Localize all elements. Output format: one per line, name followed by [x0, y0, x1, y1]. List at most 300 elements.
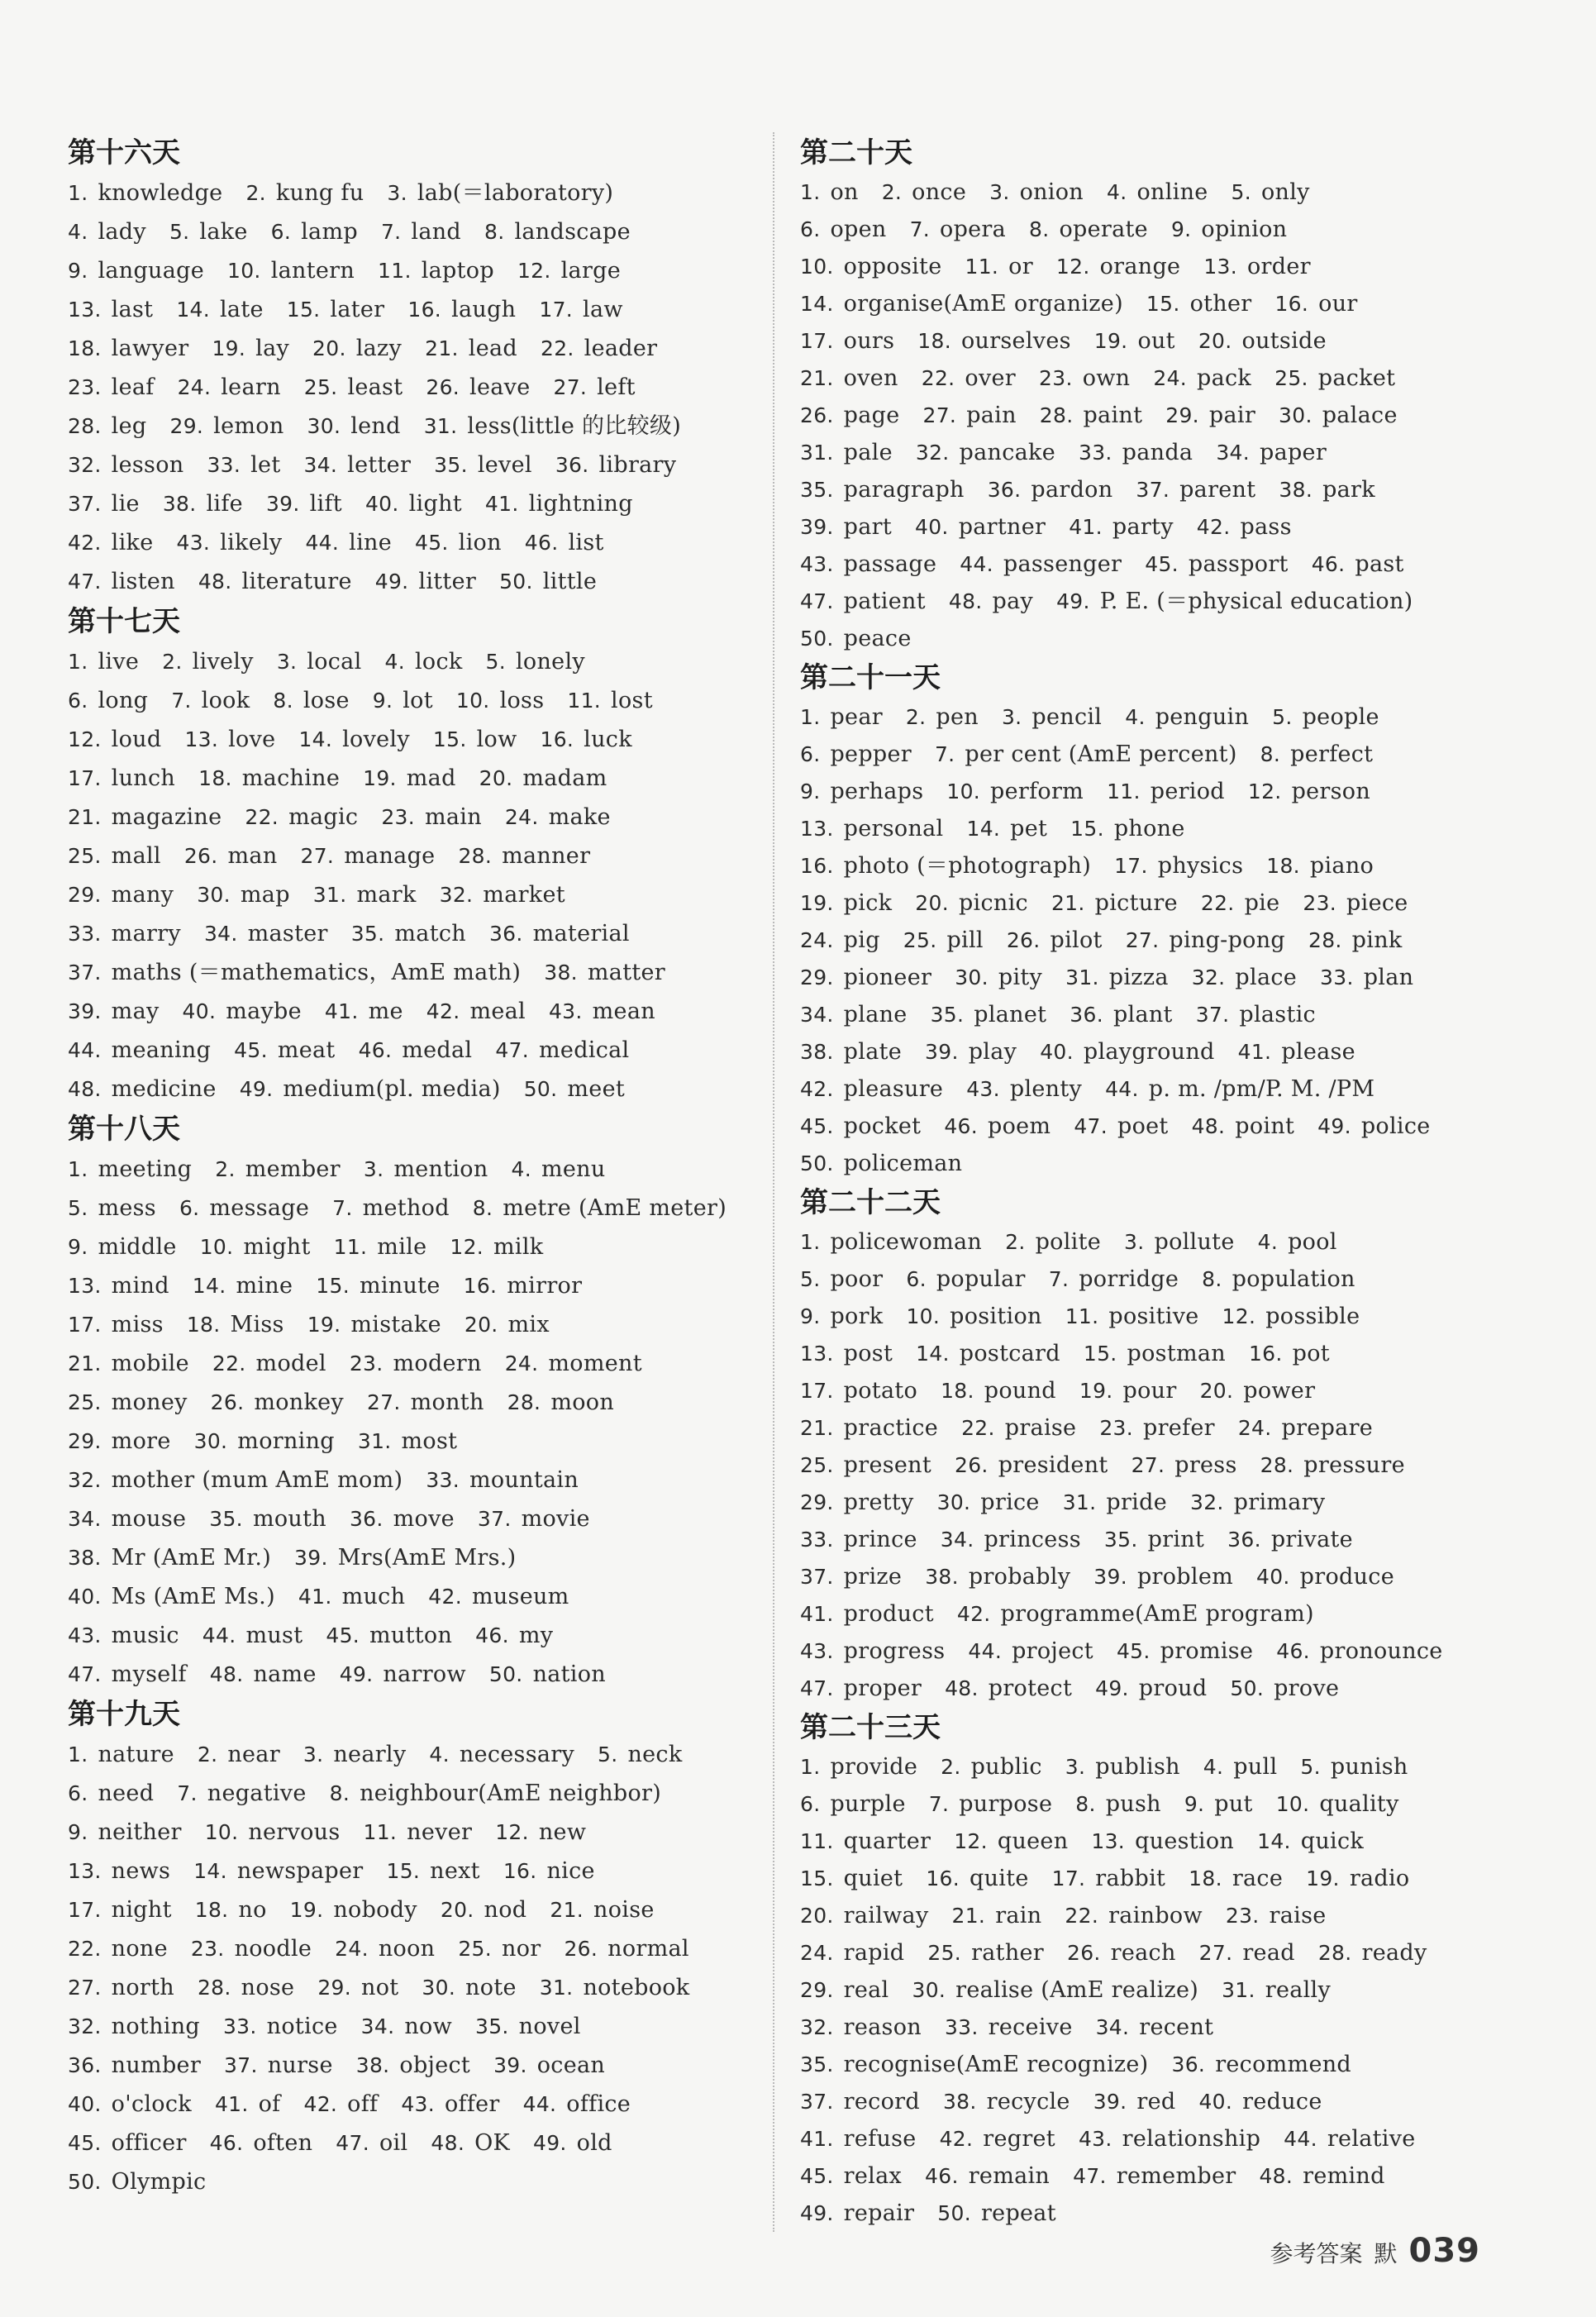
answer-word: mess	[98, 1195, 156, 1221]
answer-item	[1198, 2089, 1322, 2114]
answer-line	[800, 285, 1527, 322]
answer-word: lesson	[111, 452, 184, 478]
answer-item	[1084, 1341, 1226, 1366]
answer-number: 38.	[942, 2090, 977, 2114]
answer-number: 31.	[800, 441, 834, 465]
answer-word: person	[1291, 779, 1371, 804]
answer-word: most	[401, 1428, 458, 1454]
answer-word: mobile	[111, 1351, 189, 1376]
answer-number: 46.	[925, 2164, 959, 2188]
answer-item	[968, 1638, 1093, 1664]
answer-word: medal	[402, 1037, 473, 1063]
answer-number: 10.	[227, 259, 261, 283]
answer-word: look	[201, 688, 250, 713]
answer-word: refuse	[843, 2126, 917, 2152]
answer-item	[1312, 551, 1404, 577]
answer-word: our	[1318, 291, 1358, 317]
answer-item	[957, 1601, 1314, 1627]
answer-number: 3.	[303, 1743, 324, 1766]
answer-number: 48.	[945, 1676, 979, 1700]
answer-number: 50.	[68, 2170, 102, 2194]
answer-item	[68, 1273, 169, 1299]
answer-word: me	[368, 999, 403, 1024]
answer-word: move	[393, 1506, 455, 1532]
answer-word: mouth	[252, 1506, 326, 1532]
answer-word: postcard	[959, 1341, 1060, 1366]
answer-item	[68, 1156, 192, 1182]
answer-item	[1248, 779, 1370, 804]
answer-number: 1.	[68, 181, 88, 205]
answer-word: part	[843, 514, 893, 540]
answer-item	[364, 1819, 473, 1845]
answer-number: 14.	[916, 1342, 950, 1366]
answer-number: 26.	[564, 1937, 598, 1961]
answer-item	[1320, 965, 1413, 990]
answer-item	[495, 1037, 629, 1063]
answer-word: pleasure	[843, 1076, 944, 1102]
answer-number: 4.	[1107, 180, 1127, 204]
answer-line	[800, 322, 1527, 360]
answer-word: pronounce	[1319, 1638, 1443, 1664]
answer-word: map	[240, 882, 290, 908]
answer-number: 41.	[298, 1585, 332, 1609]
answer-item	[367, 1390, 484, 1415]
answer-word: relax	[843, 2163, 903, 2189]
answer-number: 32.	[800, 2015, 834, 2039]
answer-word: pay	[992, 589, 1034, 614]
answer-number: 5.	[1231, 180, 1251, 204]
answer-number: 35.	[800, 2052, 834, 2076]
answer-word: Ms (AmE Ms.)	[111, 1584, 275, 1609]
answer-item	[450, 1234, 543, 1260]
answer-item	[903, 927, 984, 953]
answer-item	[205, 1819, 341, 1845]
answer-word: piano	[1309, 853, 1374, 879]
answer-word: race	[1232, 1866, 1284, 1891]
answer-number: 25.	[903, 928, 937, 952]
answer-number: 16.	[1274, 292, 1309, 316]
answer-item	[800, 179, 859, 205]
answer-line	[68, 1852, 766, 1890]
answer-number: 42.	[68, 531, 102, 555]
answer-item	[187, 1312, 284, 1337]
answer-word: plenty	[1009, 1076, 1083, 1102]
answer-number: 26.	[210, 1390, 245, 1414]
answer-word: rainbow	[1108, 1903, 1203, 1928]
answer-item	[316, 1273, 440, 1299]
answer-word: regret	[983, 2126, 1055, 2152]
answer-word: quick	[1300, 1828, 1365, 1854]
section-title: 第二十三天	[800, 1711, 941, 1744]
answer-item	[1051, 890, 1178, 916]
answer-number: 11.	[800, 1829, 834, 1853]
page-footer	[1270, 2232, 1480, 2270]
answer-word: nervous	[248, 1819, 341, 1845]
answer-number: 2.	[197, 1743, 218, 1766]
answer-word: Miss	[230, 1312, 284, 1337]
answer-item	[433, 727, 517, 752]
answer-word: personal	[843, 816, 944, 841]
answer-line	[68, 1890, 766, 1929]
answer-line	[68, 681, 766, 720]
answer-number: 27.	[922, 403, 957, 427]
answer-item	[68, 1076, 217, 1102]
answer-word: mine	[236, 1273, 293, 1299]
answer-word: necessary	[459, 1742, 575, 1767]
answer-number: 24.	[504, 1352, 539, 1375]
answer-item	[1306, 1866, 1409, 1891]
answer-item	[68, 727, 161, 752]
answer-word: picture	[1094, 890, 1178, 916]
answer-item	[1276, 1791, 1399, 1817]
section-title: 第十六天	[68, 136, 180, 169]
answer-word: pancake	[959, 440, 1055, 465]
answer-number: 33.	[207, 453, 241, 477]
answer-item	[1200, 1378, 1316, 1404]
answer-number: 37.	[1195, 1003, 1230, 1027]
answer-number: 32.	[1191, 965, 1226, 989]
answer-word: level	[477, 452, 532, 478]
answer-item	[303, 2091, 378, 2117]
answer-number: 28.	[1260, 1453, 1294, 1477]
answer-word: over	[965, 365, 1017, 391]
answer-number: 16.	[407, 298, 442, 322]
answer-number: 34.	[940, 1528, 974, 1552]
answer-item	[426, 999, 526, 1024]
answer-item	[179, 1195, 309, 1221]
answer-item	[541, 727, 632, 752]
answer-word: mall	[111, 843, 161, 869]
answer-number: 45.	[1116, 1639, 1151, 1663]
answer-item	[307, 1312, 441, 1337]
answer-number: 29.	[1165, 403, 1199, 427]
answer-number: 32.	[439, 883, 474, 907]
answer-word: no	[238, 1897, 267, 1923]
answer-item	[68, 960, 521, 985]
answer-item	[966, 1076, 1082, 1102]
answer-word: officer	[111, 2130, 187, 2156]
answer-item	[1190, 1490, 1325, 1515]
answer-word: note	[465, 1975, 517, 2000]
answer-word: new	[538, 1819, 587, 1845]
answer-number: 21.	[1051, 891, 1085, 915]
answer-word: medical	[539, 1037, 630, 1063]
answer-number: 37.	[68, 961, 102, 984]
answer-item	[1079, 2126, 1260, 2152]
answer-word: marry	[111, 921, 181, 946]
answer-word: pet	[1010, 816, 1048, 841]
answer-word: real	[843, 1977, 889, 2003]
answer-number: 11.	[378, 259, 412, 283]
answer-number: 10.	[946, 779, 981, 803]
answer-word: member	[245, 1156, 341, 1182]
answer-word: provide	[830, 1754, 918, 1780]
answer-number: 34.	[303, 453, 338, 477]
answer-number: 6.	[179, 1196, 200, 1220]
answer-number: 35.	[434, 453, 468, 477]
answer-word: plate	[843, 1039, 903, 1065]
answer-word: language	[98, 258, 205, 284]
answer-number: 3.	[387, 181, 407, 205]
answer-line	[800, 1897, 1527, 1934]
answer-word: nobody	[333, 1897, 417, 1923]
answer-number: 14.	[193, 1859, 227, 1883]
answer-number: 7.	[332, 1196, 353, 1220]
answer-word: madam	[522, 765, 607, 791]
answer-number: 28.	[1039, 403, 1074, 427]
answer-word: reason	[843, 2014, 922, 2040]
answer-item	[381, 804, 482, 830]
answer-number: 44.	[522, 2092, 557, 2116]
answer-number: 15.	[800, 1866, 834, 1890]
answer-word: recent	[1139, 2014, 1214, 2040]
answer-item	[68, 2052, 201, 2078]
answer-item	[800, 589, 926, 614]
answer-word: opinion	[1201, 217, 1288, 242]
answer-number: 5.	[485, 650, 506, 674]
answer-line	[68, 720, 766, 759]
answer-item	[937, 1490, 1040, 1515]
answer-word: plant	[1112, 1002, 1173, 1027]
answer-number: 10.	[204, 1820, 239, 1844]
answer-word: phone	[1113, 816, 1185, 841]
answer-item	[266, 491, 342, 517]
answer-number: 40.	[182, 999, 217, 1023]
answer-word: ours	[843, 328, 895, 354]
answer-item	[1124, 1229, 1235, 1255]
answer-item	[1096, 2014, 1214, 2040]
answer-number: 50.	[523, 1077, 558, 1101]
answer-word: pork	[830, 1304, 884, 1329]
answer-line	[68, 484, 766, 523]
answer-number: 24.	[504, 805, 539, 829]
answer-word: recycle	[986, 2089, 1070, 2114]
answer-number: 40.	[1198, 2090, 1233, 2114]
answer-word: lead	[468, 336, 517, 361]
section-title: 第二十二天	[800, 1186, 941, 1219]
answer-item	[1256, 1564, 1394, 1590]
answer-word: palace	[1322, 403, 1398, 428]
answer-number: 47.	[495, 1038, 530, 1062]
answer-word: Mr (AmE Mr.)	[111, 1545, 272, 1571]
answer-word: lady	[98, 219, 146, 245]
answer-number: 46.	[944, 1114, 978, 1138]
answer-word: patient	[843, 589, 926, 614]
answer-item	[211, 1390, 344, 1415]
answer-number: 6.	[800, 217, 821, 241]
answer-number: 50.	[800, 627, 834, 651]
answer-number: 12.	[954, 1829, 988, 1853]
answer-number: 24.	[335, 1937, 369, 1961]
answer-word: metre (AmE meter)	[503, 1195, 727, 1221]
answer-item	[800, 217, 887, 242]
answer-item	[212, 336, 289, 361]
answer-item	[800, 779, 923, 804]
answer-item	[915, 514, 1046, 540]
answer-word: light	[408, 491, 462, 517]
answer-item	[555, 452, 677, 478]
answer-word: of	[258, 2091, 281, 2117]
answer-word: message	[209, 1195, 310, 1221]
answer-number: 44.	[968, 1639, 1003, 1663]
answer-item	[68, 1975, 174, 2000]
answer-word: poor	[830, 1266, 884, 1292]
answer-item	[800, 1903, 929, 1928]
answer-number: 48.	[68, 1077, 102, 1101]
answer-line	[68, 1735, 766, 1774]
answer-item	[961, 1415, 1076, 1441]
answer-word: potato	[843, 1378, 918, 1404]
answer-word: mind	[111, 1273, 169, 1299]
answer-word: nose	[241, 1975, 295, 2000]
answer-number: 21.	[425, 336, 459, 360]
answer-word: never	[407, 1819, 473, 1845]
answer-number: 17.	[68, 1313, 102, 1337]
answer-word: medium(pl. media)	[283, 1076, 501, 1102]
answer-item	[334, 1234, 427, 1260]
answer-item	[1146, 291, 1252, 317]
answer-number: 6.	[68, 689, 88, 713]
answer-word: population	[1232, 1266, 1355, 1292]
answer-word: prefer	[1142, 1415, 1215, 1441]
answer-number: 42.	[303, 2092, 338, 2116]
answer-line	[800, 996, 1527, 1033]
answer-word: page	[843, 403, 900, 428]
answer-item	[800, 816, 943, 841]
answer-item	[507, 1390, 614, 1415]
answer-line	[68, 2124, 766, 2162]
answer-number: 3.	[1065, 1755, 1086, 1779]
answer-number: 42.	[956, 1602, 991, 1626]
answer-line	[68, 953, 766, 992]
answer-item	[800, 1676, 922, 1701]
answer-item	[1095, 1676, 1207, 1701]
answer-number: 33.	[68, 922, 102, 946]
answer-item	[533, 2130, 612, 2156]
answer-number: 24.	[1237, 1416, 1272, 1440]
answer-item	[800, 1452, 931, 1478]
answer-word: machine	[241, 765, 341, 791]
answer-number: 26.	[426, 375, 460, 399]
answer-line	[800, 2083, 1527, 2120]
answer-number: 13.	[1203, 255, 1237, 279]
answer-line	[68, 562, 766, 601]
answer-word: relative	[1327, 2126, 1416, 2152]
answer-number: 8.	[1202, 1267, 1222, 1291]
answer-line	[800, 1108, 1527, 1145]
answer-item	[429, 1742, 574, 1767]
answer-item	[1065, 1304, 1199, 1329]
answer-number: 15.	[286, 298, 321, 322]
answer-word: loss	[499, 688, 545, 713]
answer-number: 22.	[1200, 891, 1235, 915]
answer-number: 47.	[800, 589, 834, 613]
answer-word: lie	[111, 491, 140, 517]
answer-number: 35.	[209, 1507, 243, 1531]
answer-item	[1002, 704, 1102, 730]
answer-number: 48.	[431, 2131, 465, 2155]
answer-item	[800, 1791, 906, 1817]
answer-word: push	[1105, 1791, 1161, 1817]
answer-word: kung fu	[275, 180, 364, 206]
answer-word: rapid	[843, 1940, 905, 1966]
answer-item	[882, 179, 966, 205]
answer-word: pack	[1197, 365, 1252, 391]
answer-line	[68, 212, 766, 251]
answer-item	[1317, 1113, 1430, 1139]
section-title: 第二十一天	[800, 661, 941, 694]
answer-line	[800, 2009, 1527, 2046]
answer-line	[68, 1228, 766, 1266]
answer-number: 20.	[800, 1904, 834, 1928]
answer-word: passenger	[1003, 551, 1122, 577]
answer-item	[385, 649, 463, 675]
answer-word: relationship	[1122, 2126, 1261, 2152]
answer-number: 27.	[1198, 1941, 1233, 1965]
answer-item	[387, 180, 613, 206]
answer-item	[415, 530, 502, 555]
answer-number: 33.	[1320, 965, 1354, 989]
answer-number: 5.	[598, 1743, 618, 1766]
answer-word: neighbour(AmE neighbor)	[360, 1781, 662, 1806]
answer-item	[68, 1545, 271, 1571]
answer-word: pretty	[843, 1490, 914, 1515]
answer-word: noon	[378, 1936, 436, 1962]
answer-number: 43.	[966, 1077, 1000, 1101]
answer-item	[1145, 551, 1288, 577]
answer-word: like	[111, 530, 154, 555]
answer-word: play	[968, 1039, 1017, 1065]
answer-item	[178, 374, 281, 400]
answer-number: 6.	[800, 742, 821, 766]
answer-word: nice	[546, 1858, 595, 1884]
section-title: 第二十天	[800, 136, 912, 169]
answer-item	[227, 258, 355, 284]
answer-word: lake	[199, 219, 248, 245]
answer-word: lamp	[301, 219, 358, 245]
answer-word: pain	[966, 403, 1017, 428]
answer-number: 23.	[1225, 1904, 1260, 1928]
answer-number: 27.	[366, 1390, 401, 1414]
answer-item	[1318, 1940, 1427, 1966]
answer-word: receive	[988, 2014, 1073, 2040]
answer-word: point	[1235, 1113, 1295, 1139]
answer-line	[800, 2157, 1527, 2195]
answer-number: 5.	[800, 1267, 821, 1291]
answer-number: 3.	[1124, 1230, 1145, 1254]
answer-word: normal	[607, 1936, 689, 1962]
answer-item	[1040, 403, 1142, 428]
answer-line	[800, 959, 1527, 996]
answer-number: 7.	[177, 1781, 198, 1805]
answer-item	[298, 727, 409, 752]
answer-word: party	[1112, 514, 1174, 540]
answer-word: number	[111, 2052, 202, 2078]
answer-item	[240, 1076, 501, 1102]
answer-item	[1093, 1564, 1233, 1590]
answer-line	[800, 1785, 1527, 1823]
answer-item	[1069, 514, 1174, 540]
answer-item	[340, 1661, 466, 1687]
answer-word: nature	[98, 1742, 174, 1767]
answer-word: private	[1270, 1527, 1353, 1552]
answer-number: 26.	[800, 403, 834, 427]
answer-item	[312, 336, 402, 361]
answer-item	[198, 1742, 280, 1767]
answer-item	[1279, 477, 1375, 503]
answer-item	[1196, 1002, 1316, 1027]
answer-line	[800, 620, 1527, 657]
